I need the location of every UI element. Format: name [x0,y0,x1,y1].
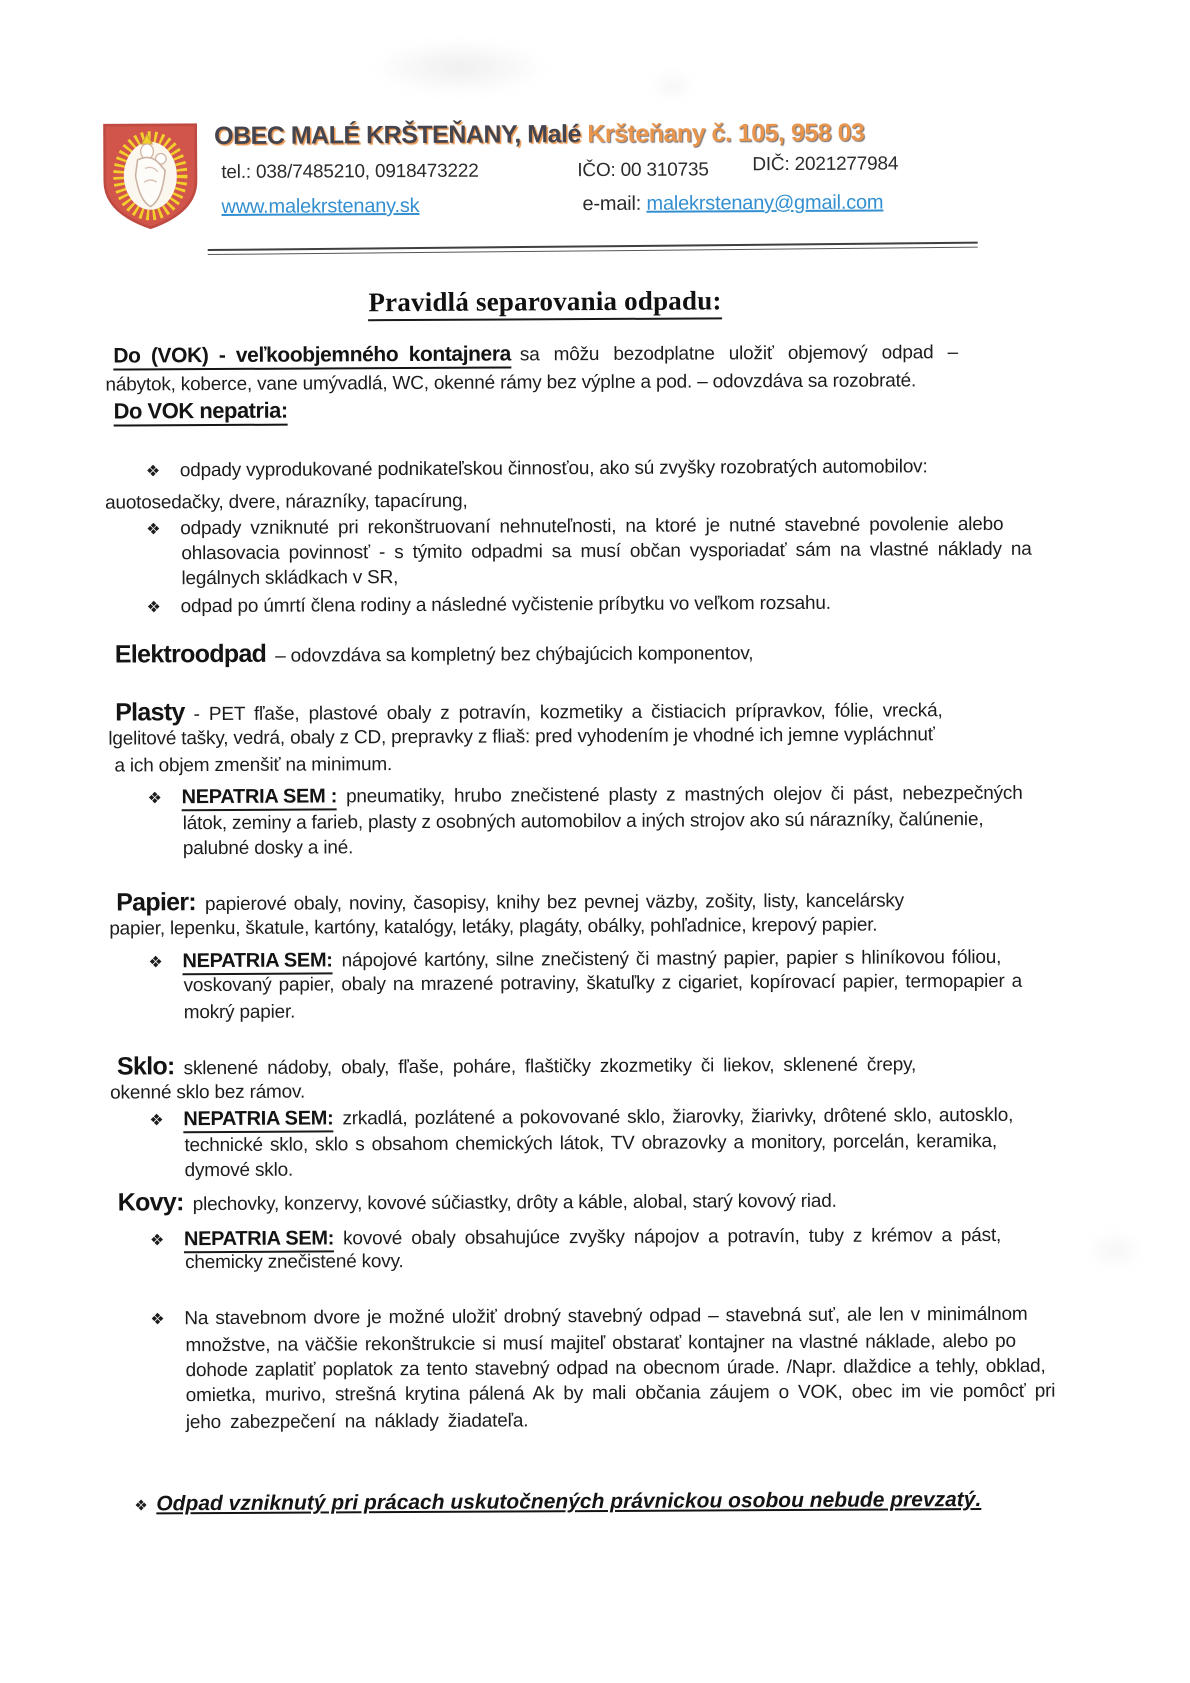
stavebny-cont: množstve, na väčšie rekonštrukcie si musí majiteľ obstarať kontajner na vlastné náklade, alebo po [185,1330,1016,1357]
stavebny-bullet: ❖ Na stavebnom dvore je možné uložiť drobný stavebný odpad – stavebná suť, ale len v minimálnom [150,1303,1028,1330]
vok-bullet-3: ❖ odpad po úmrtí člena rodiny a následné vyčistenie príbytku vo veľkom rozsahu. [146,592,831,618]
kovy-line1: Kovy: plechovky, konzervy, kovové súčiastky, drôty a káble, alobal, starý kovový riad. [117,1188,837,1217]
diamond-bullet-icon: ❖ [148,954,163,972]
diamond-bullet-icon: ❖ [145,463,161,481]
kovy-nepatria: ❖ NEPATRIA SEM: kovové obaly obsahujúce zvyšky nápojov a potravín, tuby z krémov a pást, [150,1224,1001,1251]
elektro-heading: Elektroodpad [114,639,267,669]
diamond-bullet-icon: ❖ [149,1232,165,1250]
stavebny-cont: dohode zaplatiť poplatok za tento stavebný odpad na obecnom úrade. /Napr. dlaždice a tehly, obklad, [185,1355,1046,1382]
diamond-bullet-icon: ❖ [149,1112,164,1130]
page-title [0,283,1090,320]
papier-nepatria: ❖ NEPATRIA SEM: nápojové kartóny, silne znečistený či mastný papier, papier s hliníkovou fóliou, [148,946,1001,973]
header-divider [208,242,978,255]
papier-nepatria-cont: voskovaný papier, obaly na mrazené potraviny, škatuľky z cigariet, kopírovací papier, termopapier a [183,970,1023,997]
plasty-line1: Plasty - PET fľaše, plastové obaly z potravín, kozmetiky a čistiacich prípravkov, fólie, vrecká, [115,698,943,727]
sklo-nepatria-cont: technické sklo, sklo s obsahom chemických látok, TV obrazovky a monitory, porcelán, keramika, [184,1130,997,1157]
papier-line1: Papier: papierové obaly, noviny, časopisy, knihy bez pevnej väzby, zošity, listy, kancelársky [116,888,905,917]
vok-bullet-2-cont: legálnych skládkach v SR, [181,567,399,590]
contact-ico: IČO: 00 310735 [577,159,709,182]
plasty-nepatria-cont: látok, zeminy a farieb, plasty z osobných automobilov a iných strojov ako sú nárazníky, čalúnenie, [182,809,984,835]
contact-dic: DIČ: 2021277984 [752,153,899,176]
page-title-text: Pravidlá separovania odpadu: [368,285,721,321]
vok-intro-line1 [113,340,958,368]
vok-bullet-2: ❖ odpady vzniknuté pri rekonštruovaní nehnuteľnosti, na ktoré je nutné stavebné povolenie alebo [146,513,1004,540]
stavebny-cont: jeho zabezpečení na náklady žiadateľa. [185,1410,529,1434]
sklo-nepatria-cont: dymové sklo. [184,1159,294,1182]
kovy-nepatria-cont: chemicky znečistené kovy. [184,1251,404,1274]
vok-bullet-1: ❖ odpady vyprodukované podnikateľskou činnosťou, ako sú zvyšky rozobratých automobilov: [145,456,928,482]
diamond-bullet-icon: ❖ [150,1311,165,1329]
plasty-nepatria-label: NEPATRIA SEM : [182,785,338,811]
kovy-nepatria-label: NEPATRIA SEM: [184,1227,334,1253]
kovy-heading: Kovy: [117,1188,184,1217]
plasty-line2: lgelitové tašky, vedrá, obaly z CD, prepravky z fliaš: pred vyhodením je vhodné ich jemne vypláchnuť [108,724,935,750]
papier-nepatria-cont: mokrý papier. [183,1001,296,1024]
sklo-heading: Sklo: [116,1052,175,1081]
email-label: e-mail: [582,192,647,216]
org-name [214,119,864,151]
plasty-heading: Plasty [115,698,185,727]
vok-bullet-1-cont: auotosedačky, dvere, nárazníky, tapacírung, [105,490,468,514]
org-name-part2: Kršteňany č. 105, 958 03 [587,118,865,149]
final-notice [134,1488,981,1516]
email-row [582,192,883,217]
final-notice-text: Odpad vzniknutý pri prácach uskutočnených právnickou osobou nebude prevzatý. [156,1488,982,1516]
vok-nepatria-heading: Do VOK nepatria: [114,398,288,425]
contact-phone: tel.: 038/7485210, 0918473222 [221,160,479,183]
plasty-line3: a ich objem zmenšiť na minimum. [114,754,393,777]
sklo-nepatria: ❖ NEPATRIA SEM: zrkadlá, pozlátené a pokovované sklo, žiarovky, žiarivky, drôtené sklo, autosklo, [149,1104,1013,1132]
stavebny-cont: omietka, murivo, strešná krytina pálená Ak by mali občania záujem o VOK, obec im vie pomôcť pri [185,1380,1056,1407]
sklo-line1: Sklo: sklenené nádoby, obaly, fľaše, poháre, flaštičky zkozmetiky či liekov, sklenené črepy, [116,1052,917,1081]
org-name-part1: OBEC MALÉ KRŠTEŇANY, Malé [214,120,588,151]
papier-line2: papier, lepenku, škatule, kartóny, katalógy, letáky, plagáty, obálky, pohľadnice, krepový papier. [109,914,878,940]
papier-heading: Papier: [116,888,197,917]
sklo-nepatria-label: NEPATRIA SEM: [183,1107,333,1133]
diamond-bullet-icon: ❖ [146,599,161,617]
vok-heading: Do (VOK) - veľkoobjemného kontajnera [113,342,511,370]
plasty-nepatria: ❖ NEPATRIA SEM : pneumatiky, hrubo znečistené plasty z mastných olejov či pást, nebezpečných [148,782,1023,810]
vok-intro-rest: sa môžu bezodplatne uložiť objemový odpad – [519,342,958,366]
diamond-bullet-icon: ❖ [146,521,161,539]
elektro-line: Elektroodpad – odovzdáva sa kompletný bez chýbajúcich komponentov, [114,639,754,669]
vok-bullet-2-cont: ohlasovacia povinnosť - s týmito odpadmi sa musí občan vysporiadať sám na vlastné náklady na [181,538,1032,565]
diamond-bullet-icon: ❖ [147,790,162,808]
coat-of-arms [97,120,204,233]
website-link[interactable]: www.malekrstenany.sk [221,194,420,218]
papier-nepatria-label: NEPATRIA SEM: [182,949,332,975]
email-link[interactable]: malekrstenany@gmail.com [646,191,884,215]
vok-intro-line2: nábytok, koberce, vane umývadlá, WC, okenné rámy bez výplne a pod. – odovzdáva sa rozobraté. [105,370,917,396]
plasty-nepatria-cont: palubné dosky a iné. [182,837,354,860]
diamond-bullet-icon: ❖ [134,1497,148,1515]
sklo-line2: okenné sklo bez rámov. [110,1081,306,1104]
